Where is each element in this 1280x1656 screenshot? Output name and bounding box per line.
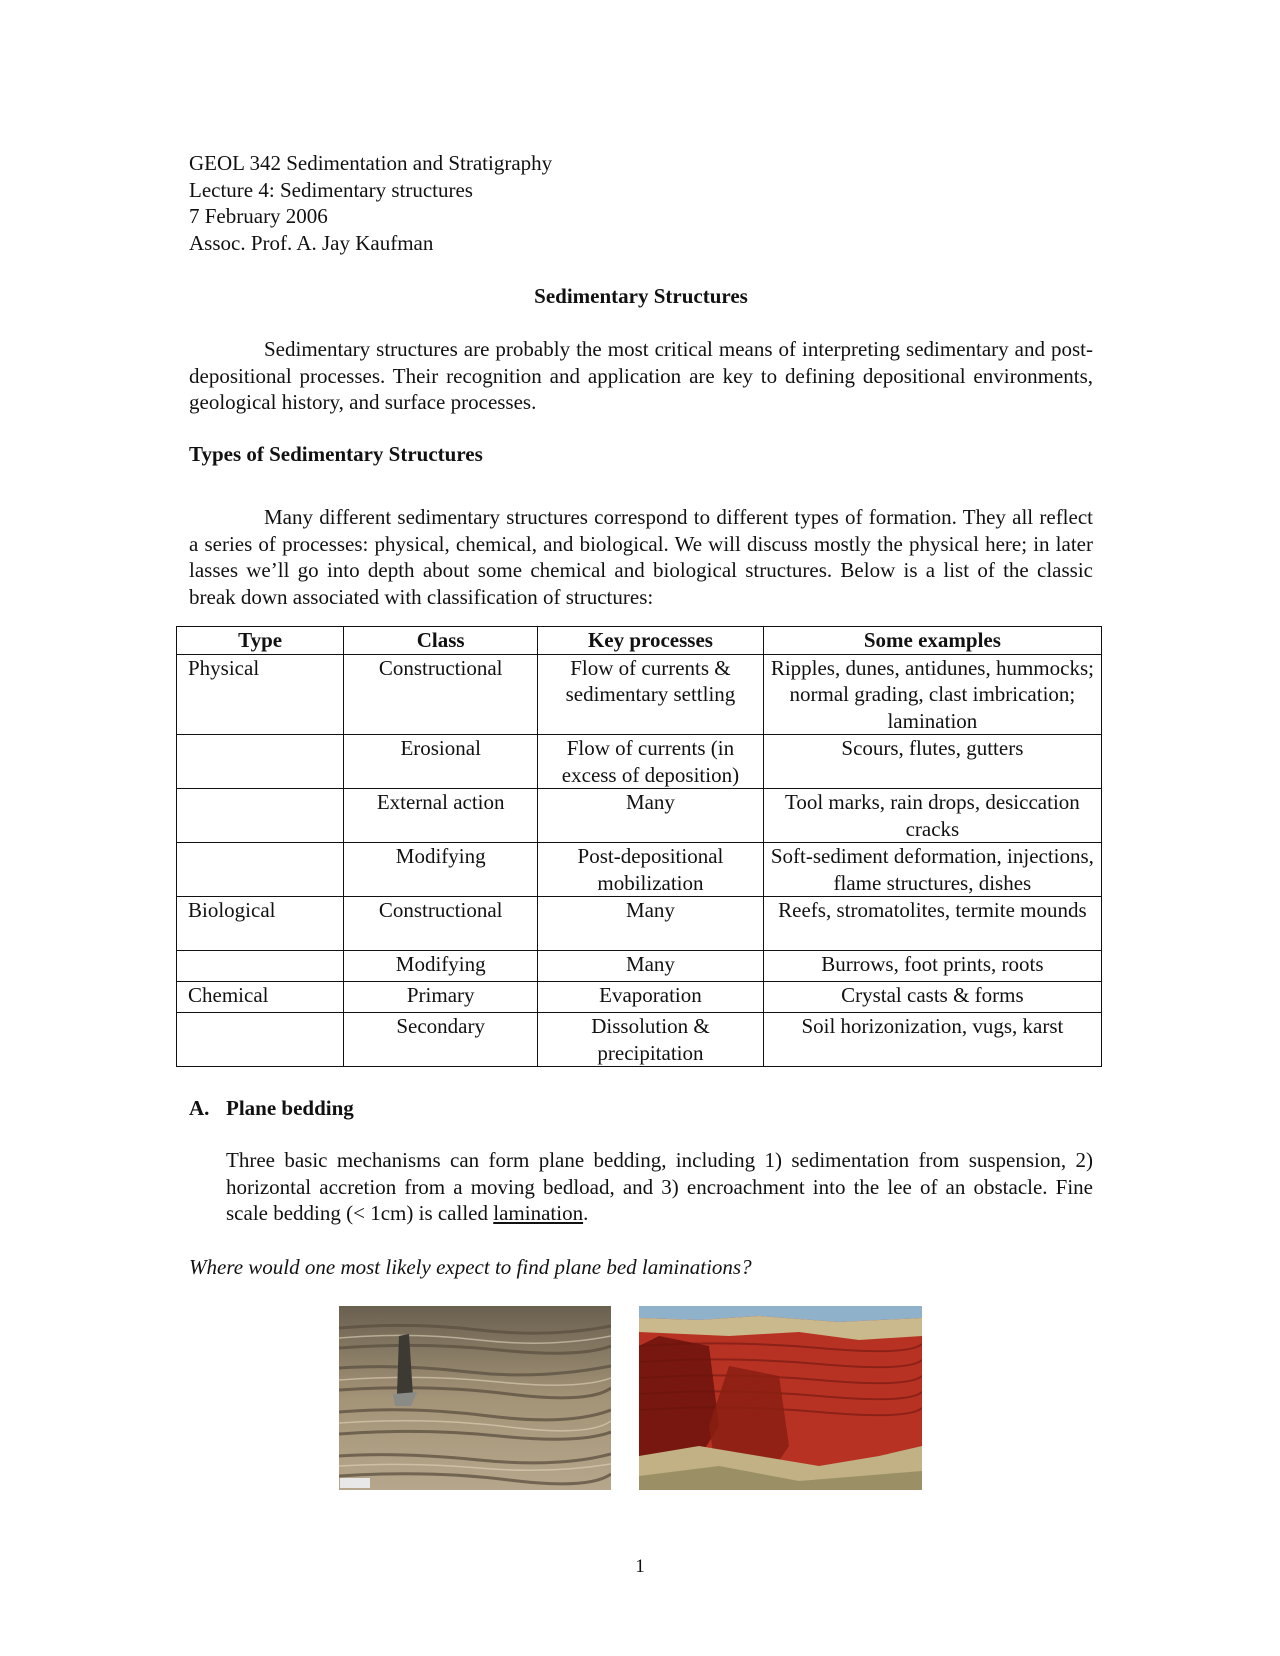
table-row	[177, 1013, 1102, 1067]
cell-class: Modifying	[344, 843, 538, 897]
cell-process: Evaporation	[538, 982, 764, 1013]
lecture-date: 7 February 2006	[189, 204, 328, 228]
cell-examples: Tool marks, rain drops, desiccation cracks	[763, 789, 1101, 843]
cell-type	[177, 735, 344, 789]
cell-process: Many	[538, 951, 764, 982]
column-header-type: Type	[177, 627, 344, 655]
types-paragraph: Many different sedimentary structures correspond to different types of formation. They all reflect a series of processes: physical, chemical, and biological. We will discuss mostly the physical here; in later lasses we’ll go into depth about some chemical and biological structures. Below is a list of the classic break down associated with classification of structures:	[189, 505, 1093, 609]
cell-class: Primary	[344, 982, 538, 1013]
cell-type: Biological	[177, 897, 344, 951]
cell-process: Many	[538, 897, 764, 951]
table-row	[177, 789, 1102, 843]
section-a-heading	[189, 1095, 354, 1121]
cell-class: Secondary	[344, 1013, 538, 1067]
table-row	[177, 654, 1102, 735]
cell-type	[177, 843, 344, 897]
table-row	[177, 843, 1102, 897]
cell-process: Flow of currents & sedimentary settling	[538, 654, 764, 735]
structures-table	[176, 626, 1102, 1067]
types-heading: Types of Sedimentary Structures	[189, 442, 483, 466]
table-row	[177, 951, 1102, 982]
question-text: Where would one most likely expect to find plane bed laminations?	[189, 1255, 752, 1279]
plane-bedded-sandstone-photo	[339, 1306, 611, 1490]
cell-process: Many	[538, 789, 764, 843]
column-header-class: Class	[344, 627, 538, 655]
cell-type: Physical	[177, 654, 344, 735]
page-number: 1	[635, 1556, 645, 1577]
cell-class: Erosional	[344, 735, 538, 789]
page-title: Sedimentary Structures	[534, 284, 748, 308]
table-row	[177, 735, 1102, 789]
cell-process: Dissolution & precipitation	[538, 1013, 764, 1067]
section-title: Plane bedding	[226, 1096, 354, 1120]
section-letter: A.	[189, 1096, 210, 1120]
cell-class: Constructional	[344, 654, 538, 735]
cell-process: Post-depositional mobilization	[538, 843, 764, 897]
cell-examples: Soft-sediment deformation, injections, flame structures, dishes	[763, 843, 1101, 897]
plane-bedding-paragraph: Three basic mechanisms can form plane bedding, including 1) sedimentation from suspension, 2) horizontal accretion from a moving bedload, and 3) encroachment into the lee of an obstacle. Fine scale bedding (< 1cm) is called lamination.	[226, 1148, 1093, 1225]
cell-type	[177, 1013, 344, 1067]
cell-class: External action	[344, 789, 538, 843]
cell-examples: Reefs, stromatolites, termite mounds	[763, 897, 1101, 951]
cell-examples: Soil horizonization, vugs, karst	[763, 1013, 1101, 1067]
cell-type: Chemical	[177, 982, 344, 1013]
cell-examples: Scours, flutes, gutters	[763, 735, 1101, 789]
cell-type	[177, 789, 344, 843]
lamination-term: lamination	[493, 1201, 584, 1225]
lecture-title: Lecture 4: Sedimentary structures	[189, 177, 473, 202]
cell-class: Constructional	[344, 897, 538, 951]
author-name: Assoc. Prof. A. Jay Kaufman	[189, 230, 434, 255]
table-row	[177, 897, 1102, 951]
table-row	[177, 982, 1102, 1013]
cell-type	[177, 951, 344, 982]
column-header-examples: Some examples	[763, 627, 1101, 655]
document-header	[189, 150, 552, 256]
column-header-processes: Key processes	[538, 627, 764, 655]
cell-examples: Burrows, foot prints, roots	[763, 951, 1101, 982]
cell-class: Modifying	[344, 951, 538, 982]
course-title: GEOL 342 Sedimentation and Stratigraphy	[189, 151, 553, 175]
table-header-row	[177, 627, 1102, 655]
cell-examples: Crystal casts & forms	[763, 982, 1101, 1013]
cell-process: Flow of currents (in excess of deposition)	[538, 735, 764, 789]
intro-paragraph: Sedimentary structures are probably the most critical means of interpreting sedimentary and post-depositional processes. Their recognition and application are key to defining depositional environments, geological history, and surface processes.	[189, 337, 1093, 414]
cell-examples: Ripples, dunes, antidunes, hummocks; normal grading, clast imbrication; lamination	[763, 654, 1101, 735]
red-canyon-gorge-photo	[639, 1306, 922, 1490]
